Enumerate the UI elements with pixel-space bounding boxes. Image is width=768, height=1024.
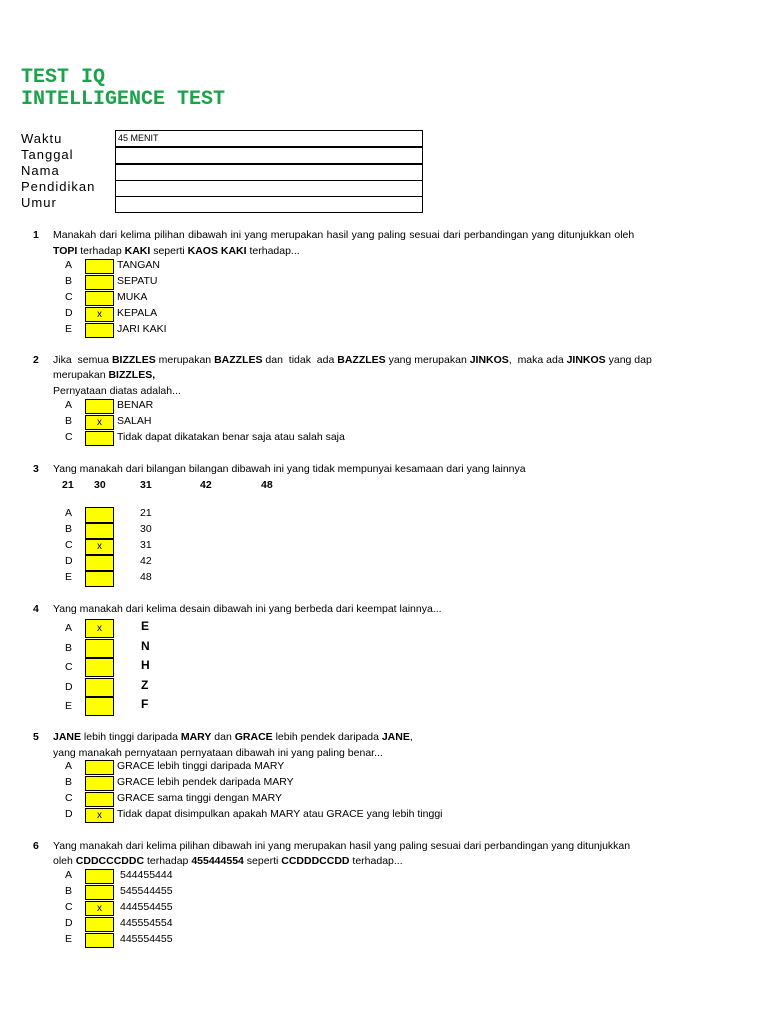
question-text-line2: oleh CDDCCCDDC terhadap 455444554 seperti CCDDDCCDD terhadap... [53,855,403,867]
number-4: 42 [200,479,212,491]
info-field-waktu[interactable]: 45 MENIT [115,130,423,147]
option-text: Tidak dapat disimpulkan apakah MARY atau GRACE yang lebih tinggi [117,808,443,820]
option-text: 31 [140,539,152,551]
option-text: GRACE lebih pendek daripada MARY [117,776,294,788]
option-text: BENAR [117,399,154,411]
option-letter: D [65,555,73,567]
question-text-line2: TOPI terhadap KAKI seperti KAOS KAKI terhadap... [53,245,300,257]
option-letter: A [65,259,73,271]
option-letter: B [65,415,73,427]
option-text: KEPALA [117,307,158,319]
option-text: 545544455 [120,885,173,897]
option-text: MUKA [117,291,148,303]
question-text-line3: Pernyataan diatas adalah... [53,385,181,397]
question-text-line2: merupakan BIZZLES, [53,369,156,381]
number-1: 21 [62,479,74,491]
answer-box[interactable]: x [85,539,114,555]
option-letter: A [65,622,73,634]
option-letter: D [65,307,73,319]
option-text: 30 [140,523,152,535]
question-text: Manakah dari kelima pilihan dibawah ini yang merupakan hasil yang paling sesuai dari perbandingan yang ditunjukkan oleh [53,229,635,241]
info-label-pendidikan: Pendidikan [21,179,96,194]
info-label-umur: Umur [21,195,57,210]
info-label-tanggal: Tanggal [21,147,74,162]
answer-box[interactable] [85,885,114,900]
title-line-1: TEST IQ [21,66,106,89]
answer-box[interactable]: x [85,307,114,322]
option-text: N [141,638,150,653]
question-text: Jika semua BIZZLES merupakan BAZZLES dan tidak ada BAZZLES yang merupakan JINKOS, maka ada JINKOS yang dap [53,354,652,366]
answer-box[interactable] [85,507,114,523]
question-text: Yang manakah dari bilangan bilangan dibawah ini yang tidak mempunyai kesamaan dari yang lainnya [53,463,526,475]
answer-box[interactable]: x [85,415,114,430]
option-text: GRACE lebih tinggi daripada MARY [117,760,285,772]
option-text: 445554554 [120,917,173,929]
answer-box[interactable] [85,523,114,539]
answer-box[interactable] [85,760,114,775]
question-text: JANE lebih tinggi daripada MARY dan GRACE lebih pendek daripada JANE, [53,731,413,743]
option-letter: A [65,760,73,772]
option-text: TANGAN [117,259,160,271]
option-text: 21 [140,507,152,519]
option-letter: C [65,431,73,443]
option-text: F [141,697,149,711]
option-letter: B [65,275,73,287]
answer-box[interactable] [85,431,114,446]
option-letter: D [65,808,73,820]
option-text: JARI KAKI [117,323,167,335]
option-text: Z [141,677,149,692]
option-letter: C [65,539,73,551]
option-letter: A [65,869,73,881]
answer-box[interactable] [85,917,114,932]
info-label-nama: Nama [21,163,60,178]
answer-box[interactable] [85,933,114,948]
question-text-line2: yang manakah pernyataan pernyataan dibawah ini yang paling benar... [53,747,383,759]
option-letter: A [65,507,73,519]
answer-box[interactable] [85,658,114,677]
title-line-2: INTELLIGENCE TEST [21,88,226,111]
option-text: E [141,619,150,633]
option-text: 42 [140,555,152,567]
answer-box[interactable] [85,869,114,884]
info-field-pendidikan[interactable] [115,180,423,197]
info-field-nama[interactable] [115,164,423,181]
answer-box[interactable]: x [85,619,114,638]
answer-box[interactable] [85,571,114,587]
info-label-waktu: Waktu [21,131,63,146]
option-text: SEPATU [117,275,158,287]
answer-box[interactable] [85,792,114,807]
question-text: Yang manakah dari kelima pilihan dibawah ini yang merupakan hasil yang paling sesuai dari perbandingan yang ditunjukkan [53,840,631,852]
answer-box[interactable]: x [85,808,114,823]
option-letter: C [65,291,73,303]
answer-box[interactable] [85,323,114,338]
question-text: Yang manakah dari kelima desain dibawah ini yang berbeda dari keempat lainnya... [53,603,442,615]
option-letter: E [65,933,73,945]
answer-box[interactable] [85,555,114,571]
option-letter: C [65,661,73,673]
option-text: 444554455 [120,901,173,913]
option-letter: B [65,885,73,897]
answer-box[interactable] [85,399,114,414]
option-text: H [141,658,150,672]
answer-box[interactable] [85,275,114,290]
option-text: 544455444 [120,869,173,881]
option-letter: A [65,399,73,411]
option-letter: E [65,571,73,583]
number-3: 31 [140,479,152,491]
answer-box[interactable] [85,697,114,716]
option-letter: E [65,323,73,335]
option-letter: D [65,917,73,929]
answer-box[interactable] [85,776,114,791]
option-letter: D [65,680,73,693]
option-letter: B [65,776,73,788]
option-text: SALAH [117,415,152,427]
option-text: GRACE sama tinggi dengan MARY [117,792,282,804]
number-2: 30 [94,479,106,491]
answer-box[interactable] [85,259,114,274]
answer-box[interactable] [85,678,114,697]
answer-box[interactable]: x [85,901,114,916]
option-letter: E [65,700,73,712]
option-text: Tidak dapat dikatakan benar saja atau salah saja [117,431,345,443]
option-letter: C [65,792,73,804]
answer-box[interactable] [85,639,114,658]
info-field-tanggal[interactable] [115,147,423,164]
option-letter: B [65,523,73,535]
option-text: 48 [140,571,152,583]
answer-box[interactable] [85,291,114,306]
number-5: 48 [261,479,273,491]
option-letter: B [65,641,73,654]
option-letter: C [65,901,73,913]
option-text: 445554455 [120,933,173,945]
info-field-umur[interactable] [115,196,423,213]
